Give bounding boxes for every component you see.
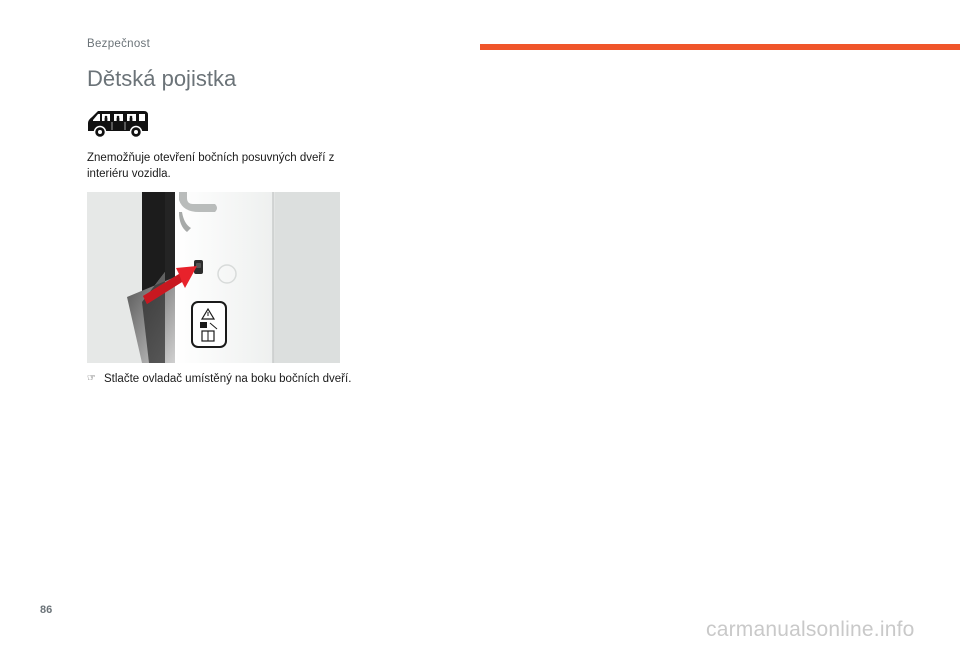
intro-paragraph: Znemožňuje otevření bočních posuvných dveří z interiéru vozidla.	[87, 152, 335, 180]
child-lock-photo	[87, 192, 340, 363]
page-title: Dětská pojistka	[87, 66, 237, 91]
page-number: 86	[40, 604, 53, 616]
instruction-text: Stlačte ovladač umístěný na boku bočních dveří.	[104, 373, 352, 385]
instruction-item	[87, 371, 352, 387]
pointing-hand-icon: ☞	[87, 373, 96, 384]
minibus-icon	[86, 108, 150, 140]
section-accent-bar	[480, 44, 960, 50]
watermark[interactable]: carmanualsonline.info	[706, 618, 915, 641]
section-label: Bezpečnost	[87, 38, 151, 50]
